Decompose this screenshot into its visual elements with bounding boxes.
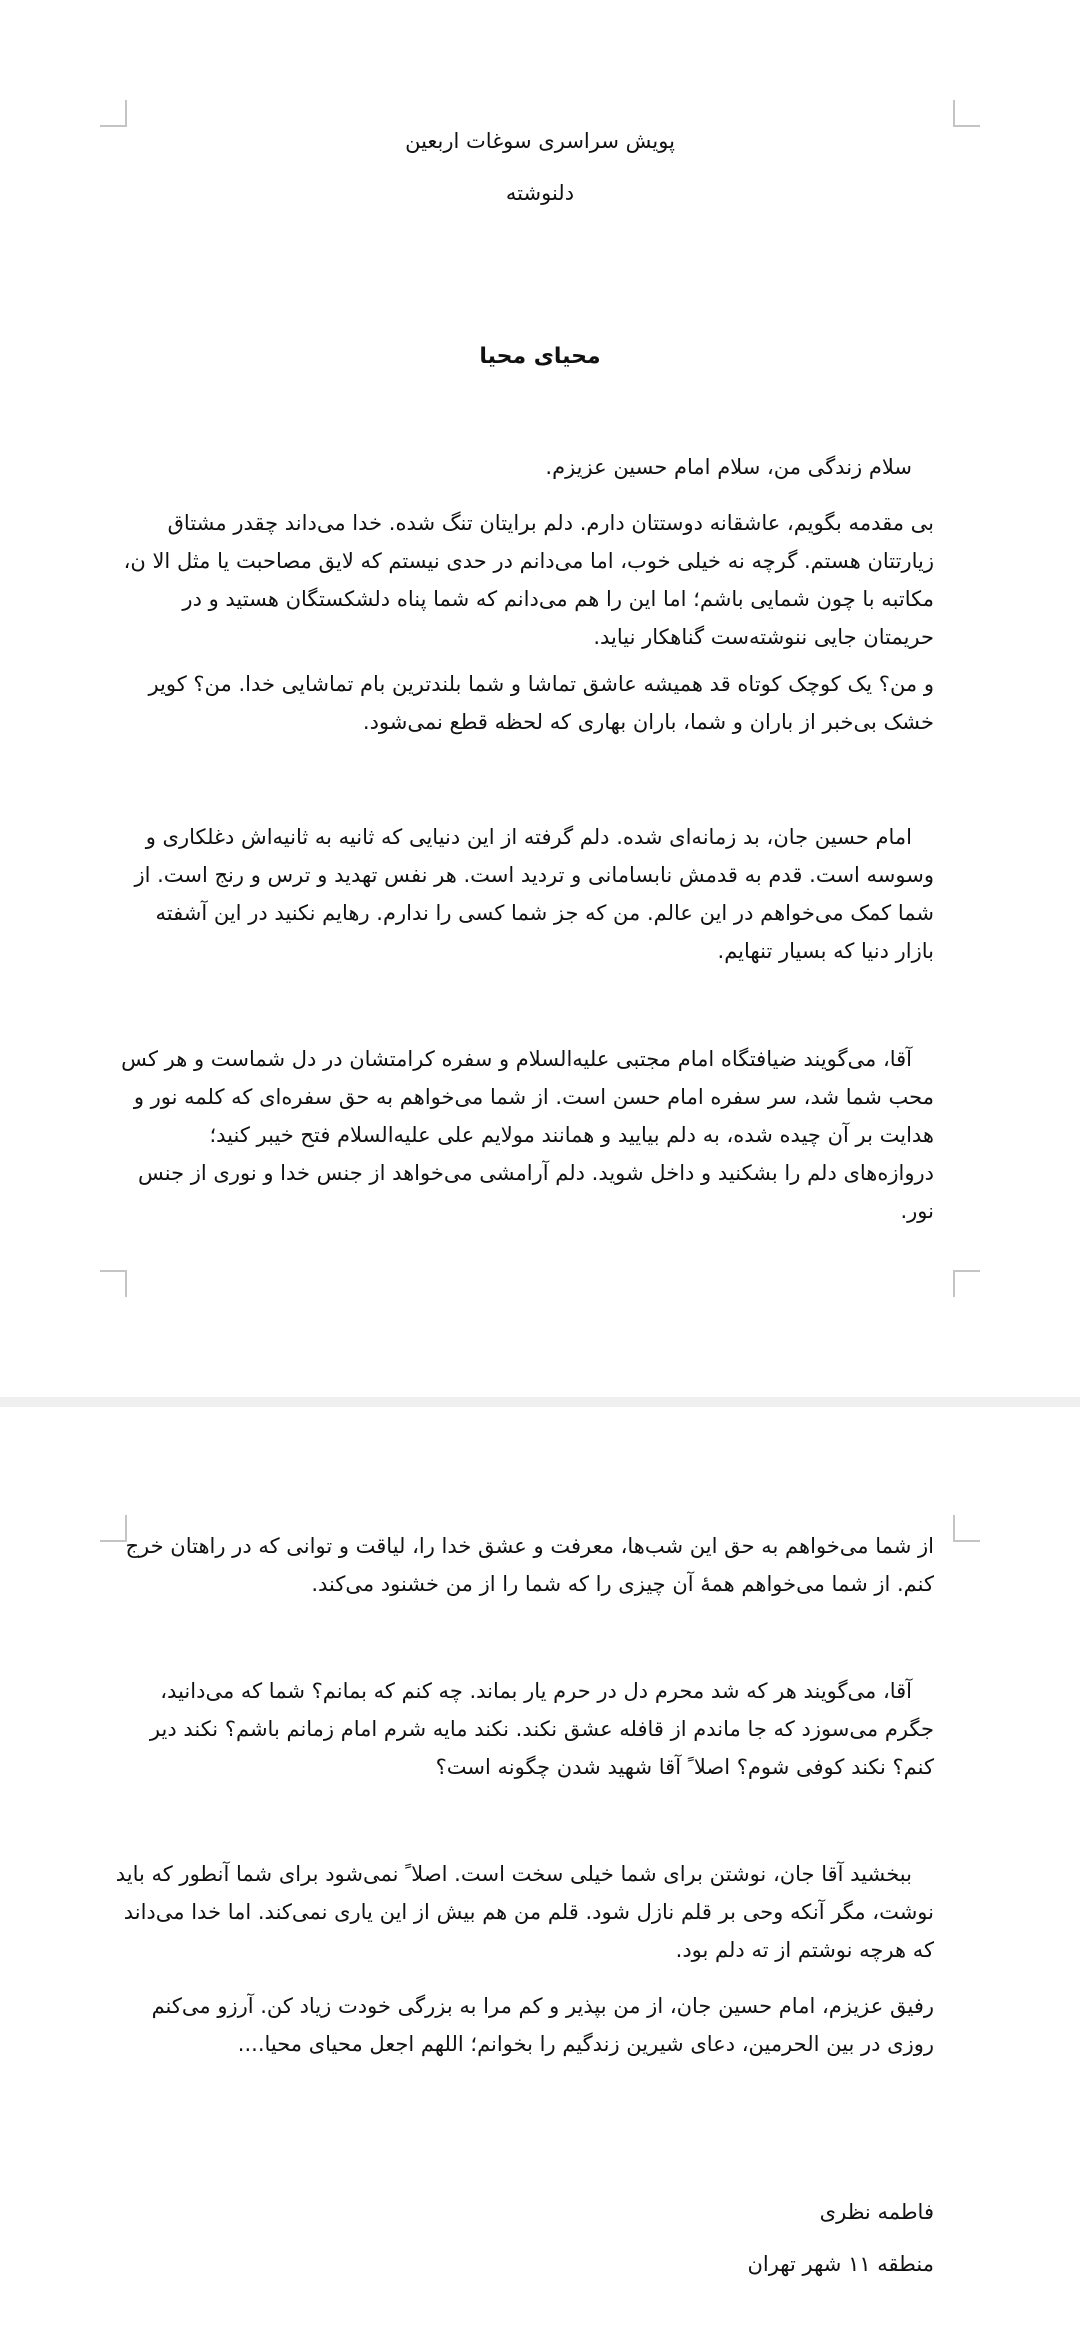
paragraph: آقا، می‌گویند ضیافتگاه امام مجتبی علیه‌السلام و سفره کرامتشان در دل شماست و هر کس محب شما شد، سر سفره امام حسن است. از شما می‌خواهم به حق سفره‌ای که کلمه نور و هدایت بر آن چیده شده، به دلم بیایید و همانند مولایم علی علیه‌السلام فتح خیبر کنید؛ دروازه‌های دلم را بشکنید و داخل شوید. دلم آرامشی می‌خواهد از جنس خدا و نوری از جنس نور.: [121, 1047, 934, 1223]
paragraph: ببخشید آقا جان، نوشتن برای شما خیلی سخت است. اصلا ً نمی‌شود برای شما آنطور که باید نوشت، مگر آنکه وحی بر قلم نازل شود. قلم من هم بیش از این یاری نمی‌کند. اما خدا می‌داند که هرچه نوشتم از ته دلم بود.: [115, 1862, 934, 1962]
campaign-heading: پویش سراسری سوغات اربعین: [405, 129, 675, 153]
signature-location: منطقه ۱۱ شهر تهران: [747, 2252, 934, 2276]
paragraph: آقا، می‌گویند هر که شد محرم دل در حرم یار بماند. چه کنم که بمانم؟ شما که می‌دانید، جگرم می‌سوزد که جا ماندم از قافله عشق نکند. نکند مایه شرم امام زمانم باشم؟ نکند دیر کنم؟ نکند کوفی شوم؟ اصلا ً آقا شهید شدن چگونه است؟: [149, 1679, 934, 1779]
document-title: محیای محیا: [479, 344, 601, 369]
page-separator: [0, 1397, 1080, 1407]
margin-corner-mark: [953, 1515, 980, 1542]
paragraph: از شما می‌خواهم به حق این شب‌ها، معرفت و عشق خدا را، لیاقت و توانی که در راهتان خرج کنم. از شما می‌خواهم همهٔ آن چیزی را که شما را از من خشنود می‌کند.: [125, 1534, 934, 1596]
paragraph: رفیق عزیزم، امام حسین جان، از من بپذیر و کم مرا به بزرگی خودت زیاد کن. آرزو می‌کنم روزی در بین الحرمین، دعای شیرین زندگیم را بخوانم؛ اللهم اجعل محیای محیا....: [151, 1994, 934, 2056]
document-page-2: [0, 1407, 1080, 2340]
signature-author: فاطمه نظری: [819, 2200, 934, 2224]
margin-corner-mark: [100, 1270, 127, 1297]
margin-corner-mark: [953, 1270, 980, 1297]
paragraph: امام حسین جان، بد زمانه‌ای شده. دلم گرفته از این دنیایی که ثانیه به ثانیه‌اش دغلکاری و وسوسه است. قدم به قدمش نابسامانی و تردید است. هر نفس تهدید و ترس و رنج است. از شما کمک می‌خواهم در این عالم. من که جز شما کسی را ندارم. رهایم نکنید در این آشفته بازار دنیا که بسیار تنهایم.: [134, 825, 934, 963]
paragraph: بی مقدمه بگویم، عاشقانه دوستتان دارم. دلم برایتان تنگ شده. خدا می‌داند چقدر مشتاق زیارتتان هستم. گرچه نه خیلی خوب، اما می‌دانم در حدی نیستم که لایق مصاحبت یا مثل الا ن، مکاتبه با چون شمایی باشم؛ اما این را هم می‌دانم که شما پناه دلشکستگان هستید و در حریمتان جایی ننوشته‌ست گناهکار نیاید.: [123, 511, 934, 649]
category-heading: دلنوشته: [505, 181, 575, 205]
paragraph: سلام زندگی من، سلام امام حسین عزیزم.: [545, 455, 912, 479]
paragraph: و من؟ یک کوچک کوتاه قد همیشه عاشق تماشا و شما بلندترین بام تماشایی خدا. من؟ کویر خشک بی‌خبر از باران و شما، باران بهاری که لحظه قطع نمی‌شود.: [148, 672, 934, 734]
